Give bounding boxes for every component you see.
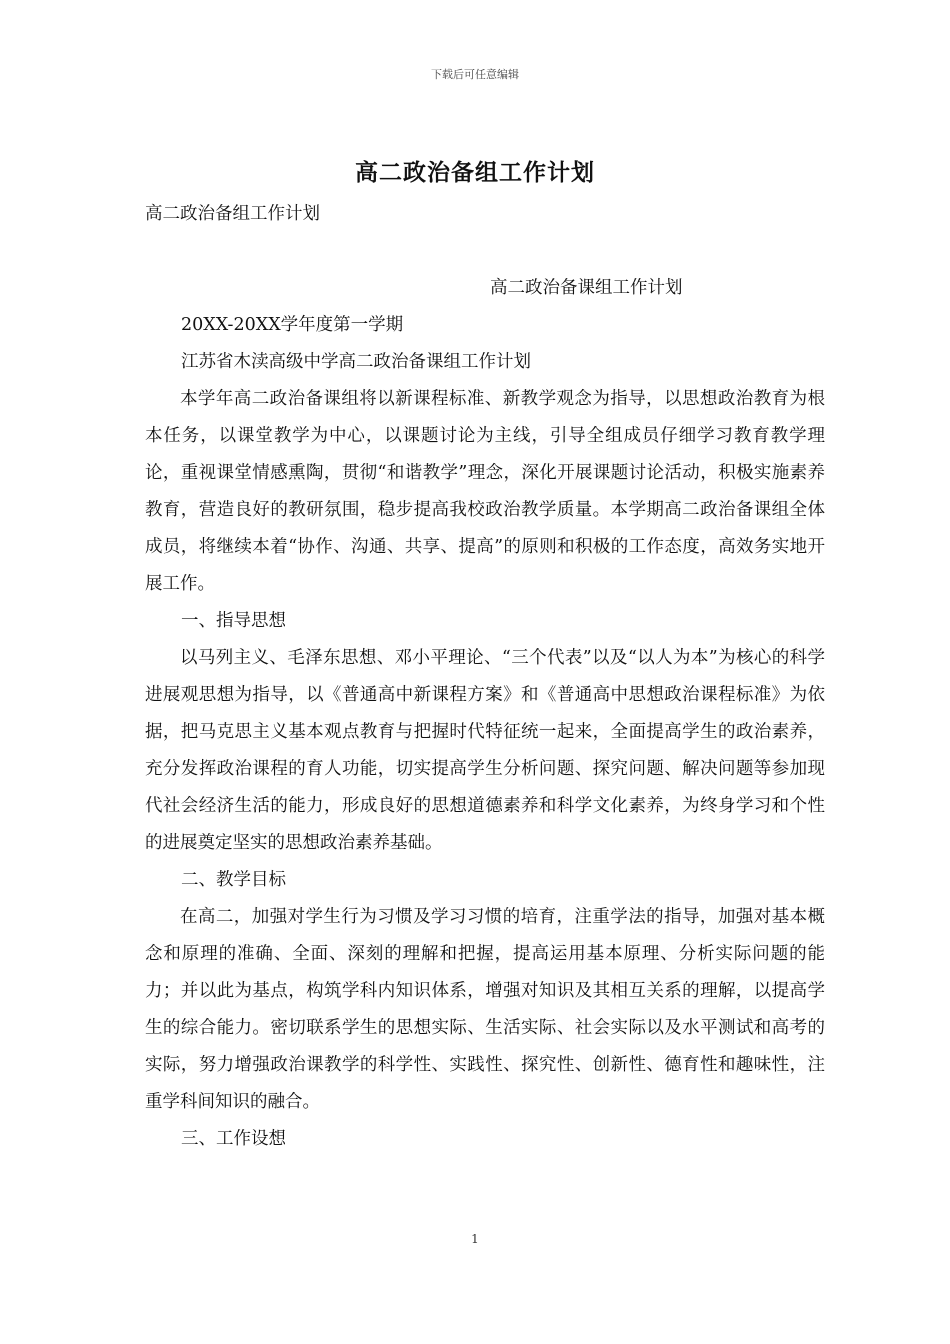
header-note: 下载后可任意编辑 [431, 68, 519, 81]
document-body [145, 196, 825, 1158]
teaching-goals-paragraph: 在高二，加强对学生行为习惯及学习习惯的培育，注重学法的指导，加强对基本概念和原理的准确、全面、深刻的理解和把握，提高运用基本原理、分析实际问题的能力；并以此为基点，构筑学科内知识体系，增强对知识及其相互关系的理解，以提高学生的综合能力。密切联系学生的思想实际、生活实际、社会实际以及水平测试和高考的实际，努力增强政治课教学的科学性、实践性、探究性、创新性、德育性和趣味性，注重学科间知识的融合。 [145, 907, 825, 1112]
subtitle-right: 高二政治备课组工作计划 [490, 278, 683, 298]
intro-paragraph: 本学年高二政治备课组将以新课程标准、新教学观念为指导，以思想政治教育为根本任务，以课堂教学为中心，以课题讨论为主线，引导全组成员仔细学习教育教学理论，重视课堂情感熏陶，贯彻“和谐教学”理念，深化开展课题讨论活动，积极实施素养教育，营造良好的教研氛围，稳步提高我校政治教学质量。本学期高二政治备课组全体成员，将继续本着“协作、沟通、共享、提高”的原则和积极的工作态度，高效务实地开展工作。 [145, 389, 825, 594]
section-heading-work-plan: 三、工作设想 [181, 1129, 286, 1149]
school-plan-line: 江苏省木渎高级中学高二政治备课组工作计划 [181, 352, 531, 372]
term-line: 20XX-20XX学年度第一学期 [181, 315, 404, 335]
guiding-ideology-paragraph: 以马列主义、毛泽东思想、邓小平理论、“三个代表”以及“以人为本”为核心的科学进展观思想为指导，以《普通高中新课程方案》和《普通高中思想政治课程标准》为依据，把马克思主义基本观点教育与把握时代特征统一起来，全面提高学生的政治素养，充分发挥政治课程的育人功能，切实提高学生分析问题、探究问题、解决问题等参加现代社会经济生活的能力，形成良好的思想道德素养和科学文化素养，为终身学习和个性的进展奠定坚实的思想政治素养基础。 [145, 648, 825, 853]
section-heading-guiding-ideology: 一、指导思想 [181, 611, 286, 631]
page-number: 1 [471, 1232, 479, 1246]
section-heading-teaching-goals: 二、教学目标 [181, 870, 286, 890]
blank-line [145, 233, 825, 270]
subtitle-left: 高二政治备组工作计划 [145, 204, 320, 224]
document-title: 高二政治备组工作计划 [355, 159, 595, 186]
